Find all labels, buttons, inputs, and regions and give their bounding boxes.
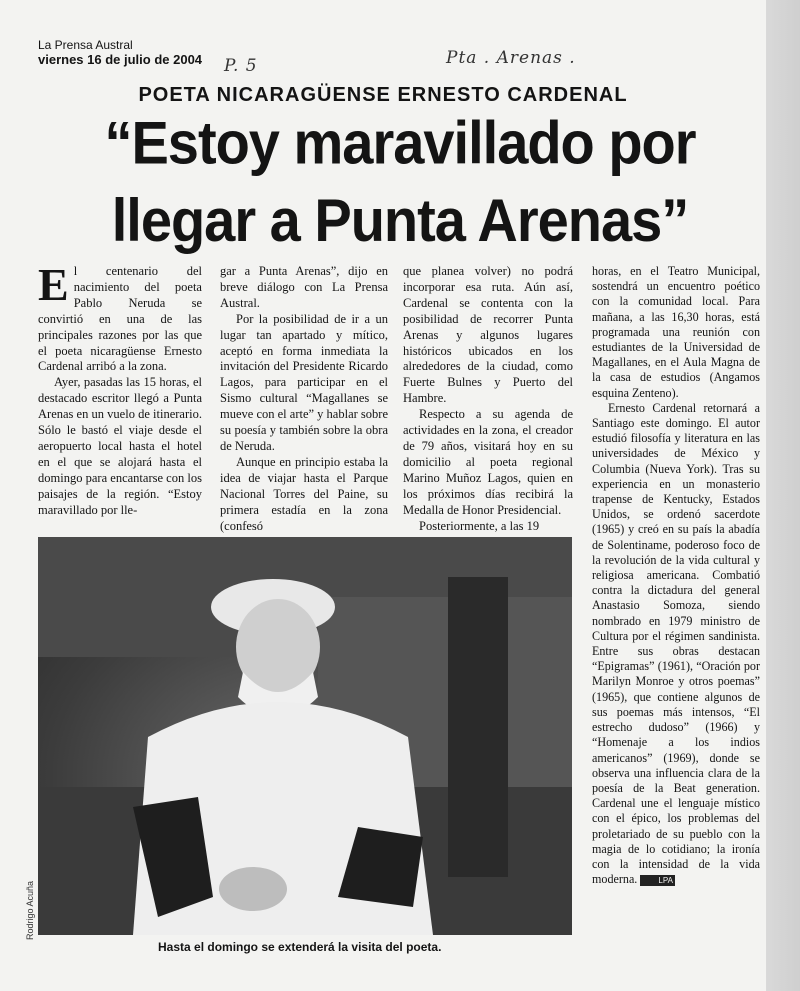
headline-line-1: “Estoy maravillado por: [104, 108, 696, 177]
photo-illustration: [38, 537, 572, 935]
article-column-1: [38, 259, 202, 519]
scan-margin: [766, 0, 800, 991]
headline-line-2: llegar a Punta Arenas”: [111, 186, 689, 255]
drop-cap: E: [38, 259, 69, 310]
paragraph: Respecto a su agenda de actividades en la zona, el creador de 79 años, visitará hoy en su domicilio al poeta regional Marino Muñoz Lagos, quien en los próximos días recibirá la Medalla de Honor Presidencial.: [403, 407, 573, 517]
paragraph-text: l centenario del nacimiento del poeta Pablo Neruda se convirtió en una de las principales razones por las que el poeta nicaragüense Ernesto Cardenal arribó a la zona.: [38, 264, 202, 374]
photo-bystander: [448, 577, 508, 877]
paragraph: Por la posibilidad de ir a un lugar tan apartado y mítico, aceptó en forma inmediata la invitación del Presidente Ricardo Lagos, para participar en el Sismo cultural “Magallanes se mueve con el arte” y hablar sobre su poesía y también sobre la obra de Neruda.: [220, 311, 388, 453]
masthead: [38, 38, 202, 68]
headline: [60, 104, 740, 260]
handwritten-page-note: P. 5: [224, 56, 258, 76]
handwritten-city-note: Pta . Arenas .: [446, 48, 576, 68]
paragraph: horas, en el Teatro Municipal, sostendrá un encuentro poético con la comunidad local. Para mañana, a las 16,30 horas, está programada una reunión con estudiantes de la Universidad de Magallanes, en el Aula Magna de la casa de estudios (Angamos esquina Zenteno).: [592, 264, 760, 400]
photo-hands: [219, 867, 287, 911]
photo-credit: Rodrigo Acuña: [25, 880, 35, 940]
paper-name: La Prensa Austral: [38, 38, 133, 52]
article-photo: [38, 537, 572, 935]
paragraph: [38, 259, 202, 375]
paragraph: Aunque en principio estaba la idea de viajar hasta el Parque Nacional Torres del Paine, su primera estadía en la zona (confesó: [220, 454, 388, 533]
end-mark: LPA: [640, 875, 675, 886]
kicker: POETA NICARAGÜENSE ERNESTO CARDENAL: [138, 84, 628, 106]
article-column-4: [592, 264, 760, 887]
article-column-3: [403, 264, 573, 534]
publication-date: viernes 16 de julio de 2004: [38, 52, 203, 67]
paragraph: Ayer, pasadas las 15 horas, el destacado escritor llegó a Punta Arenas en un vuelo de itinerario. Sólo le bastó el viaje desde el aeropuerto local hasta el hotel en el que se alojará hasta el domingo para encantarse con los paisajes de la región. “Estoy maravillado por lle-: [38, 375, 202, 517]
paragraph-text: Ernesto Cardenal retornará a Santiago este domingo. El autor estudió filosofía y literatura en las universidades de México y Columbia (Nueva York). Tras su experiencia en un monasterio trapense de Kentucky, Estados Unidos, se ordenó sacerdote (1965) y creó en su país la abadía de Solentiname, poderoso foco de la revolución de la vida cultural y religiosa americana. Combatió contra la dictadura del general Anastasio Somoza, siendo nombrado en 1979 ministro de Cultura por el régimen sandinista. Entre sus obras destacan “Epigramas” (1961), “Oración por Marilyn Monroe y otros poemas” (1965), que contiene algunos de sus poemas más intensos, “El estrecho dudoso” (1966) y “Homenaje a los indios americanos” (1969), donde se observa una influencia clara de la poesía de la Beat generation. Cardenal une el lenguaje místico con el épico, los problemas del proletariado de su pueblo con la magia de lo cotidiano; la ironía con la intensidad de la vida moderna.: [592, 400, 760, 887]
paragraph: gar a Punta Arenas”, dijo en breve diálogo con La Prensa Austral.: [220, 264, 388, 310]
paragraph: Posteriormente, a las 19: [419, 518, 540, 533]
photo-caption: Hasta el domingo se extenderá la visita del poeta.: [158, 940, 442, 954]
article-column-2: [220, 264, 388, 534]
paragraph: que planea volver) no podrá incorporar esa ruta. Aún así, Cardenal se contenta con la posibilidad de recorrer Punta Arenas y algunos lugares históricos ubicados en los alrededores de la ciudad, como Fuerte Bulnes y Puerto del Hambre.: [403, 264, 573, 406]
paragraph: [592, 401, 760, 888]
